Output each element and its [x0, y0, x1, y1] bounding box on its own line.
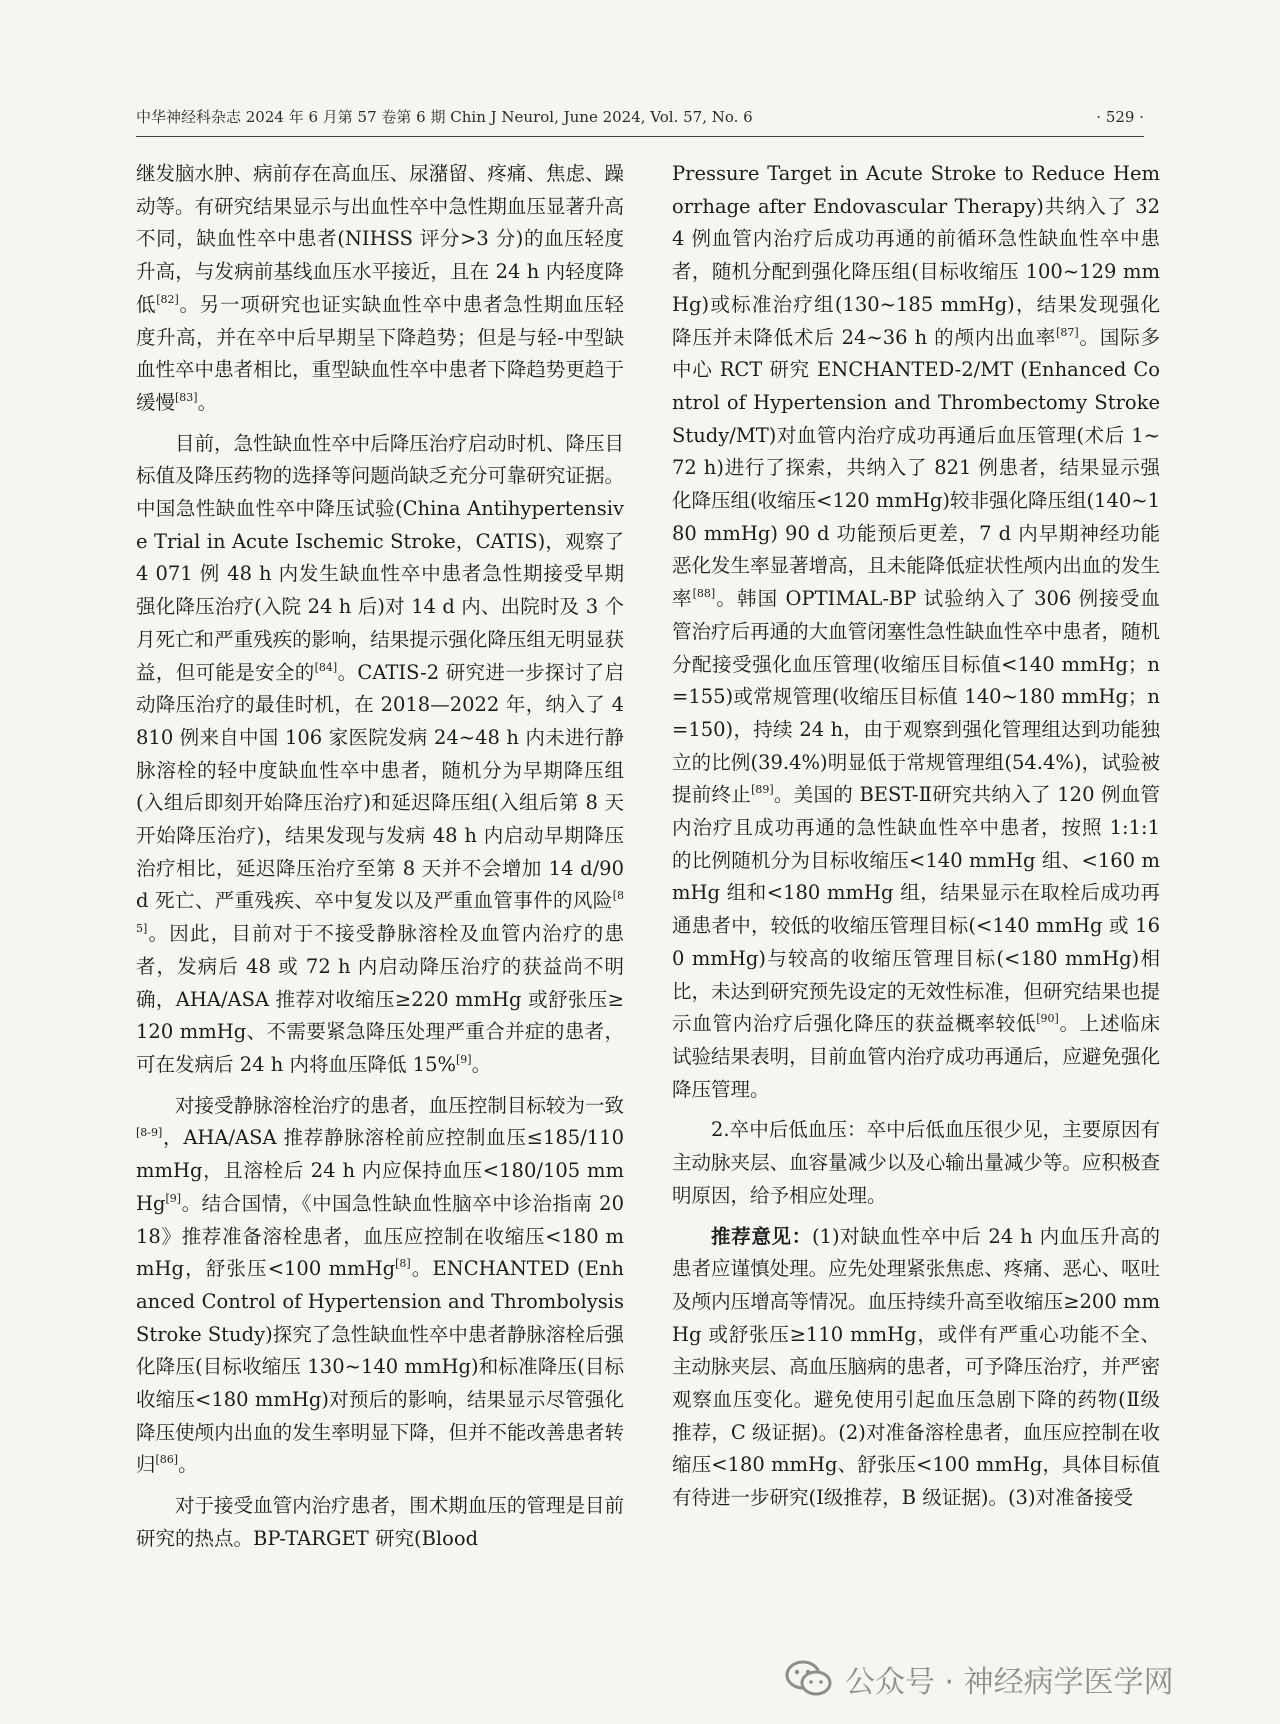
- running-header: [136, 104, 1144, 138]
- header-rule: [136, 136, 1144, 137]
- paragraph: Pressure Target in Acute Stroke to Reduce Hemorrhage after Endovascular Therapy)共纳入了 324 例血管内治疗后成功再通的前循环急性缺血性卒中患者，随机分配到强化降压组(目标收缩压 100~129 mmHg)或标准治疗组(130~185 mmHg)，结果发现强化降压并未降低术后 24~36 h 的颅内出血率[87]。国际多中心 RCT 研究 ENCHANTED-2/MT (Enhanced Control of Hypertension and Thrombectomy Stroke Study/MT)对血管内治疗成功再通后血压管理(术后 1~72 h)进行了探索，共纳入了 821 例患者，结果显示强化降压组(收缩压<120 mmHg)较非强化降压组(140~180 mmHg) 90 d 功能预后更差，7 d 内早期神经功能恶化发生率显著增高，且未能降低症状性颅内出血的发生率[88]。韩国 OPTIMAL-BP 试验纳入了 306 例接受血管治疗后再通的大血管闭塞性急性缺血性卒中患者，随机分配接受强化血压管理(收缩压目标值<140 mmHg；n=155)或常规管理(收缩压目标值 140~180 mmHg；n=150)，持续 24 h，由于观察到强化管理组达到功能独立的比例(39.4%)明显低于常规管理组(54.4%)，试验被提前终止[89]。美国的 BEST-Ⅱ研究共纳入了 120 例血管内治疗且成功再通的急性缺血性卒中患者，按照 1:1:1 的比例随机分为目标收缩压<140 mmHg 组、<160 mmHg 组和<180 mmHg 组，结果显示在取栓后成功再通患者中，较低的收缩压管理目标(<140 mmHg 或 160 mmHg)与较高的收缩压管理目标(<180 mmHg)相比，未达到研究预先设定的无效性标准，但研究结果也提示血管内治疗后强化降压的获益概率较低[90]。上述临床试验结果表明，目前血管内治疗成功再通后，应避免强化降压管理。: [672, 162, 1161, 1101]
- paragraph: 推荐意见：(1)对缺血性卒中后 24 h 内血压升高的患者应谨慎处理。应先处理紧张焦虑、疼痛、恶心、呕吐及颅内压增高等情况。血压持续升高至收缩压≥200 mmHg 或舒张压≥110 mmHg，或伴有严重心功能不全、主动脉夹层、高血压脑病的患者，可予降压治疗，并严密观察血压变化。避免使用引起血压急剧下降的药物(Ⅱ级推荐，C 级证据)。(2)对准备溶栓患者，血压应控制在收缩压<180 mmHg、舒张压<100 mmHg，具体目标值有待进一步研究(Ⅰ级推荐，B 级证据)。(3)对准备接受: [672, 1224, 1160, 1510]
- citation: [9]: [456, 1052, 472, 1066]
- wechat-icon: [785, 1659, 833, 1699]
- citation: [90]: [1036, 1012, 1059, 1026]
- journal-citation: 中华神经科杂志 2024 年 6 月第 57 卷第 6 期 Chin J Neurol, June 2024, Vol. 57, No. 6: [136, 108, 753, 126]
- paragraph: 目前，急性缺血性卒中后降压治疗启动时机、降压目标值及降压药物的选择等问题尚缺乏充分可靠研究证据。中国急性缺血性卒中降压试验(China Antihypertensive Trial in Acute Ischemic Stroke，CATIS)，观察了 4 071 例 48 h 内发生缺血性卒中患者急性期接受早期强化降压治疗(入院 24 h 后)对 14 d 内、出院时及 3 个月死亡和严重残疾的影响，结果提示强化降压组无明显获益，但可能是安全的[84]。CATIS-2 研究进一步探讨了启动降压治疗的最佳时机，在 2018—2022 年，纳入了 4 810 例来自中国 106 家医院发病 24~48 h 内未进行静脉溶栓的轻中度缺血性卒中患者，随机分为早期降压组(入组后即刻开始降压治疗)和延迟降压组(入组后第 8 天开始降压治疗)，结果发现与发病 48 h 内启动早期降压治疗相比，延迟降压治疗至第 8 天并不会增加 14 d/90 d 死亡、严重残疾、卒中复发以及严重血管事件的风险[85]。因此，目前对于不接受静脉溶栓及血管内治疗的患者，发病后 48 或 72 h 内启动降压治疗的获益尚不明确，AHA/ASA 推荐对收缩压≥220 mmHg 或舒张压≥120 mmHg、不需要紧急降压处理严重合并症的患者，可在发病后 24 h 内将血压降低 15%[9]。: [136, 431, 624, 1076]
- citation: [87]: [1056, 325, 1079, 339]
- paragraph: 继发脑水肿、病前存在高血压、尿潴留、疼痛、焦虑、躁动等。有研究结果显示与出血性卒中急性期血压显著升高不同，缺血性卒中患者(NIHSS 评分>3 分)的血压轻度升高，与发病前基线血压水平接近，且在 24 h 内轻度降低[82]。另一项研究也证实缺血性卒中患者急性期血压轻度升高，并在卒中后早期呈下降趋势；但是与轻-中型缺血性卒中患者相比，重型缺血性卒中患者下降趋势更趋于缓慢[83]。: [136, 162, 624, 414]
- paragraph: 对于接受血管内治疗患者，围术期血压的管理是目前研究的热点。BP-TARGET 研究(Blood: [136, 1494, 624, 1550]
- citation: [8]: [395, 1256, 411, 1270]
- right-column: [672, 158, 1160, 1515]
- watermark: [785, 1654, 1174, 1704]
- recommendation-label: 推荐意见：: [711, 1224, 812, 1248]
- left-column: [136, 158, 624, 1556]
- citation: [85]: [136, 889, 624, 935]
- citation: [89]: [751, 783, 774, 797]
- citation: [84]: [314, 660, 338, 674]
- paragraph: 对接受静脉溶栓治疗的患者，血压控制目标较为一致[8-9]，AHA/ASA 推荐静脉溶栓前应控制血压≤185/110 mmHg，且溶栓后 24 h 内应保持血压<180/105 mmHg[9]。结合国情，《中国急性缺血性脑卒中诊治指南 2018》推荐准备溶栓患者，血压应控制在收缩压<180 mmHg，舒张压<100 mmHg[8]。ENCHANTED (Enhanced Control of Hypertension and Thrombolysis Stroke Study)探究了急性缺血性卒中患者静脉溶栓后强化降压(目标收缩压 130~140 mmHg)和标准降压(目标收缩压<180 mmHg)对预后的影响，结果显示尽管强化降压使颅内出血的发生率明显下降，但并不能改善患者转归[86]。: [136, 1093, 624, 1477]
- citation: [9]: [165, 1191, 182, 1205]
- citation: [82]: [156, 292, 179, 306]
- watermark-text: 公众号 · 神经病学医学网: [845, 1665, 1174, 1700]
- page-number: · 529 ·: [1096, 108, 1144, 126]
- citation: [8-9]: [136, 1126, 163, 1140]
- citation: [88]: [692, 586, 716, 600]
- paragraph: 2.卒中后低血压：卒中后低血压很少见，主要原因有主动脉夹层、血容量减少以及心输出量减少等。应积极查明原因，给予相应处理。: [672, 1118, 1160, 1207]
- citation: [86]: [155, 1453, 179, 1467]
- citation: [83]: [175, 390, 198, 404]
